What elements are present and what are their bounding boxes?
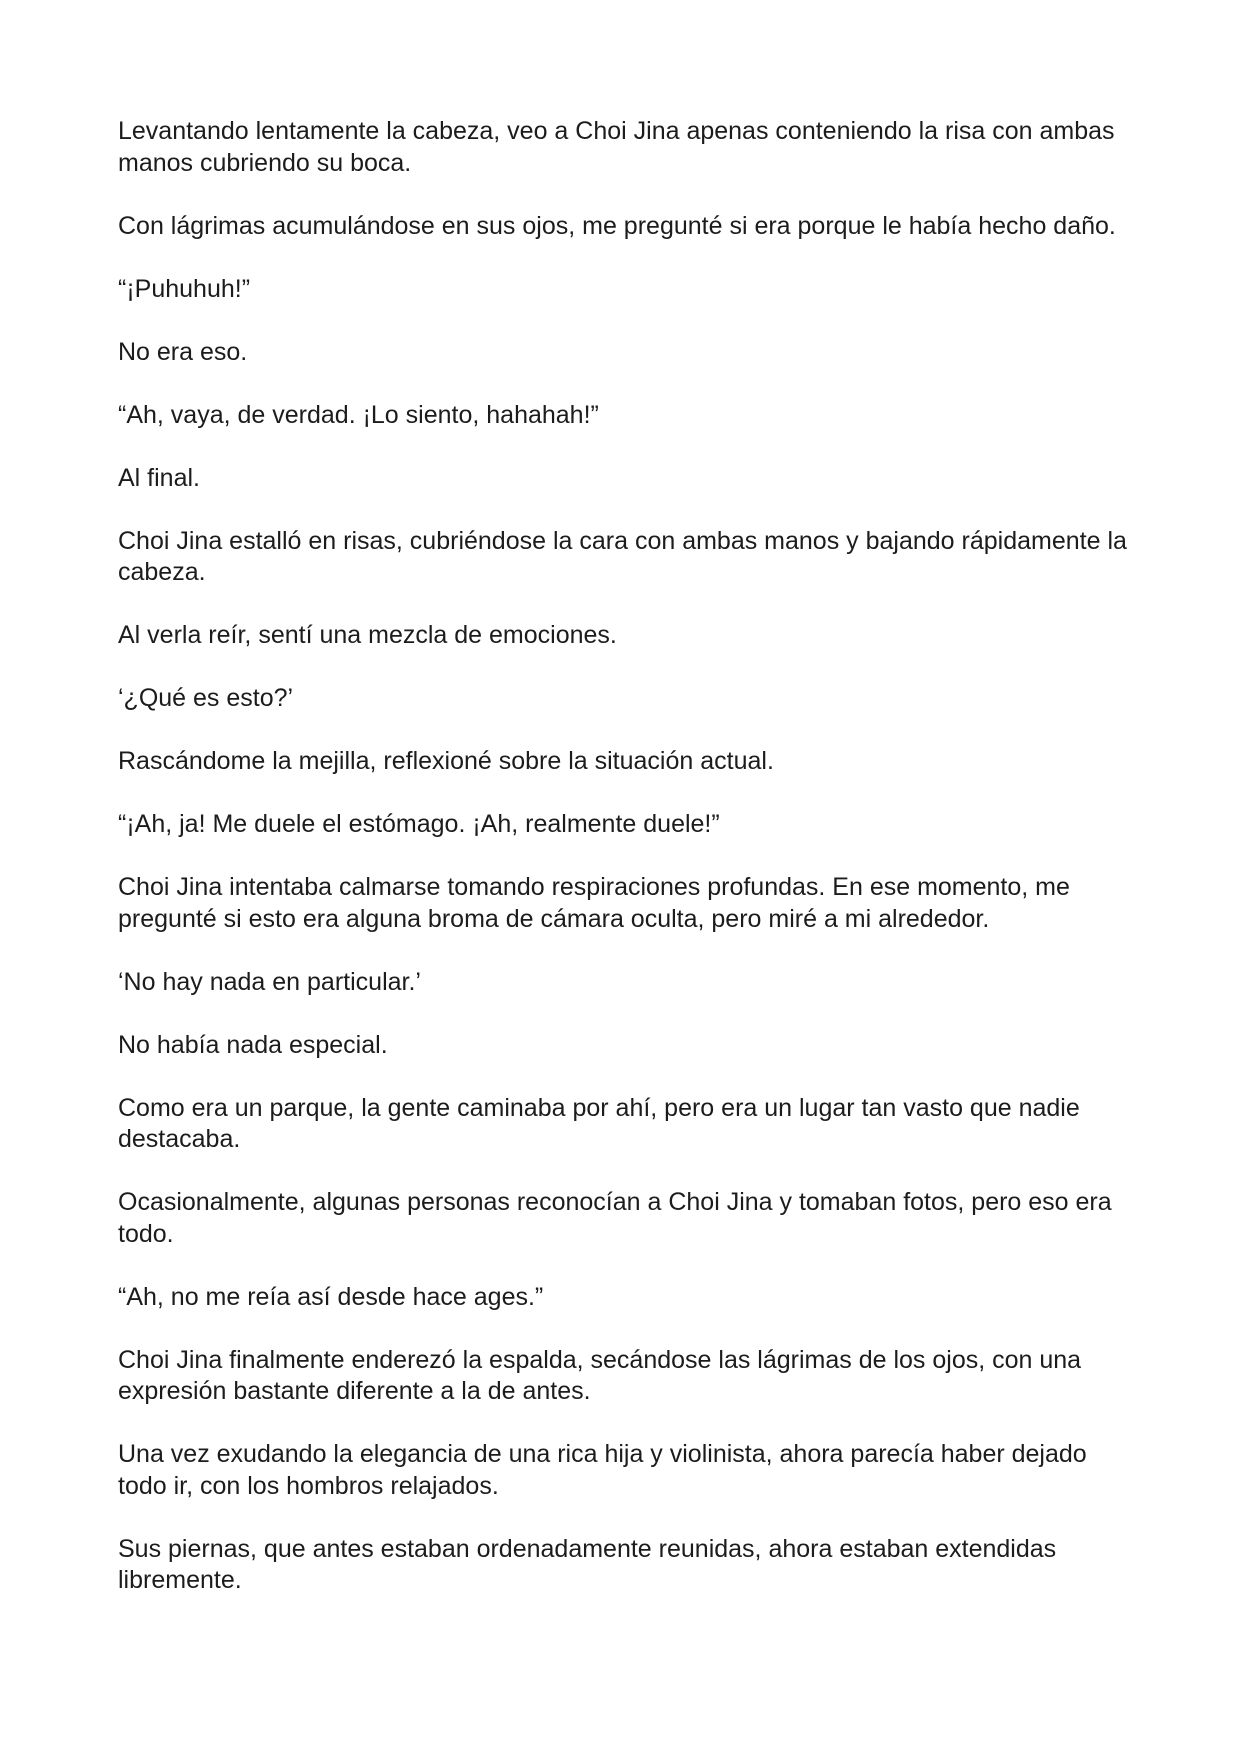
paragraph: Rascándome la mejilla, reflexioné sobre la situación actual.	[118, 747, 774, 775]
paragraph: Choi Jina intentaba calmarse tomando respiraciones profundas. En ese momento, me pregunté si esto era alguna broma de cámara oculta, pero miré a mi alrededor.	[118, 873, 1070, 933]
paragraph: No había nada especial.	[118, 1030, 388, 1059]
paragraph: “Ah, no me reía así desde hace ages.”	[118, 1282, 544, 1311]
paragraph: “¡Ah, ja! Me duele el estómago. ¡Ah, realmente duele!”	[118, 810, 720, 838]
paragraph: Levantando lentamente la cabeza, veo a Choi Jina apenas conteniendo la risa con ambas manos cubriendo su boca.	[118, 117, 1115, 177]
paragraph: “Ah, vaya, de verdad. ¡Lo siento, hahahah!”	[118, 400, 599, 429]
paragraph: Con lágrimas acumulándose en sus ojos, me pregunté si era porque le había hecho daño.	[118, 211, 1116, 240]
document-body	[118, 116, 1128, 1628]
paragraph: Sus piernas, que antes estaban ordenadamente reunidas, ahora estaban extendidas libremente.	[118, 1534, 1057, 1594]
paragraph: Al final.	[118, 463, 200, 492]
paragraph: Como era un parque, la gente caminaba por ahí, pero era un lugar tan vasto que nadie destacaba.	[118, 1093, 1080, 1153]
paragraph: Choi Jina finalmente enderezó la espalda, secándose las lágrimas de los ojos, con una expresión bastante diferente a la de antes.	[118, 1345, 1082, 1405]
paragraph: No era eso.	[118, 337, 248, 366]
paragraph: “¡Puhuhuh!”	[118, 274, 251, 303]
paragraph: Una vez exudando la elegancia de una rica hija y violinista, ahora parecía haber dejado todo ir, con los hombros relajados.	[118, 1440, 1087, 1500]
paragraph: Ocasionalmente, algunas personas reconocían a Choi Jina y tomaban fotos, pero eso era todo.	[118, 1188, 1112, 1248]
paragraph: Choi Jina estalló en risas, cubriéndose la cara con ambas manos y bajando rápidamente la cabeza.	[118, 526, 1127, 586]
paragraph: Al verla reír, sentí una mezcla de emociones.	[118, 621, 617, 649]
paragraph: ‘¿Qué es esto?’	[118, 684, 294, 712]
paragraph: ‘No hay nada en particular.’	[118, 967, 421, 996]
